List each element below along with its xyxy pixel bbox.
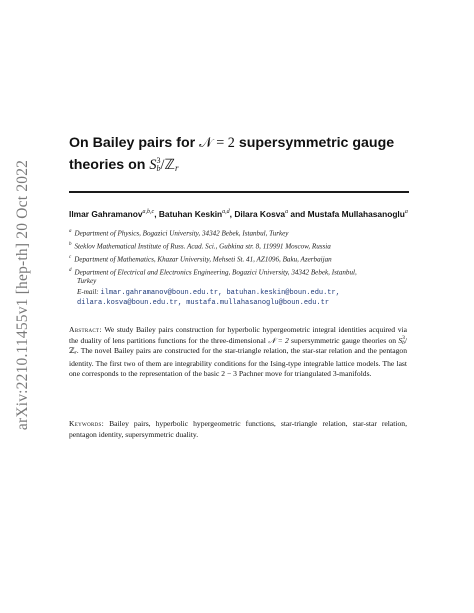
abstract-math-sub: b — [402, 339, 405, 346]
title-text-1b: supersymmetric gauge — [234, 135, 395, 151]
abstract-label: Abstract: — [69, 325, 102, 334]
affiliation-mark: d — [69, 268, 72, 273]
email-block — [69, 288, 419, 308]
author-list: Ilmar Gahramanov$^{a,b,c}$, Batuhan Keskin$^{a,d}$, Dilara Kosva$^a$ and Mustafa Mullahasanoglu$^a$ — [69, 209, 408, 219]
abstract-text-3: . The novel Bailey pairs are constructed for the star-triangle relation, the star-star relation and the pentagon identity. The first two of them are integrability conditions for the Ising-type integrable lattice models. The last one corresponds to the representation of the basic 2 − 3 Pachner move for triangulated 3-manifolds. — [69, 346, 407, 379]
title-math-s: S — [149, 157, 157, 173]
abstract-math-quot: /ℤ — [69, 335, 407, 356]
abstract-text-2: supersymmetric gauge theories on — [288, 335, 399, 345]
affiliation-text: Department of Electrical and Electronics Engineering, Bogazici University, 34342 Bebek, Istanbul, — [74, 268, 357, 277]
email-line-2 — [69, 298, 419, 308]
affiliation-b — [69, 240, 419, 251]
author-2 — [159, 209, 230, 219]
title-math-quot: /ℤ — [160, 157, 176, 173]
author-name: Dilara Kosva — [234, 209, 286, 219]
author-name: Mustafa Mullahasanoglu — [307, 209, 405, 219]
email-addresses-1[interactable]: ilmar.gahramanov@boun.edu.tr, batuhan.keskin@boun.edu.tr, — [100, 289, 340, 297]
arxiv-sidebar-stamp — [10, 150, 36, 440]
author-marks: a,d — [222, 209, 230, 216]
author-name: Batuhan Keskin — [158, 209, 223, 219]
abstract-text-1: We study Bailey pairs construction for hyperbolic hypergeometric integral identities acquired via the duality of lens partitions functions for the three-dimensional — [69, 325, 407, 345]
email-addresses-2[interactable]: dilara.kosva@boun.edu.tr, mustafa.mullahasanoglu@boun.edu.tr — [77, 299, 330, 307]
affiliation-text-cont: Turkey — [77, 277, 97, 286]
author-marks: a — [285, 209, 289, 216]
author-name: Ilmar Gahramanov — [69, 209, 143, 219]
affiliation-mark: c — [69, 255, 72, 260]
title-text-1: On Bailey pairs for — [69, 135, 200, 151]
author-3 — [234, 209, 288, 219]
author-marks: a — [404, 209, 408, 216]
affiliation-a — [69, 227, 419, 238]
arxiv-identifier: arXiv:2210.11455v1 [hep-th] 20 Oct 2022 — [14, 159, 31, 431]
keywords-text: Bailey pairs, hyperbolic hypergeometric functions, star-triangle relation, star-star relation, pentagon identity, supersymmetric duality. — [69, 419, 407, 439]
affiliation-mark: a — [69, 229, 72, 234]
title-math-sub: b — [156, 164, 161, 174]
abstract-math-r: r — [74, 350, 77, 357]
abstract-math-1: 𝒩 = 2 — [268, 335, 289, 345]
affiliation-mark: b — [69, 242, 72, 247]
title-line-1 — [69, 132, 399, 154]
paper-title — [69, 132, 399, 179]
author-marks: a,b,c — [142, 209, 155, 216]
affiliation-text: Department of Physics, Bogazici University, 34342 Bebek, Istanbul, Turkey — [74, 229, 289, 238]
author-1 — [69, 209, 154, 219]
affiliation-c — [69, 253, 419, 264]
email-label: E-mail: — [77, 288, 99, 296]
affiliation-d — [69, 266, 419, 286]
title-math-1: 𝒩 = 2 — [199, 135, 235, 151]
title-rule — [69, 191, 409, 193]
title-line-2 — [69, 154, 399, 179]
title-math-sup: 3 — [156, 156, 161, 166]
abstract — [69, 325, 407, 380]
abstract-math-s: S — [398, 335, 403, 345]
keywords-label: Keywords: — [69, 419, 105, 428]
title-math-r: r — [175, 163, 179, 173]
author-4 — [308, 209, 408, 219]
affiliation-text: Department of Mathematics, Khazar University, Mehseti St. 41, AZ1096, Baku, Azerbaijan — [74, 255, 332, 264]
email-line-1 — [69, 288, 419, 298]
abstract-math-sup: 3 — [402, 334, 405, 341]
keywords — [69, 419, 407, 440]
affiliation-text: Steklov Mathematical Institute of Russ. Acad. Sci., Gubkina str. 8, 119991 Moscow, Russia — [74, 242, 331, 251]
title-text-2: theories on — [69, 157, 150, 173]
